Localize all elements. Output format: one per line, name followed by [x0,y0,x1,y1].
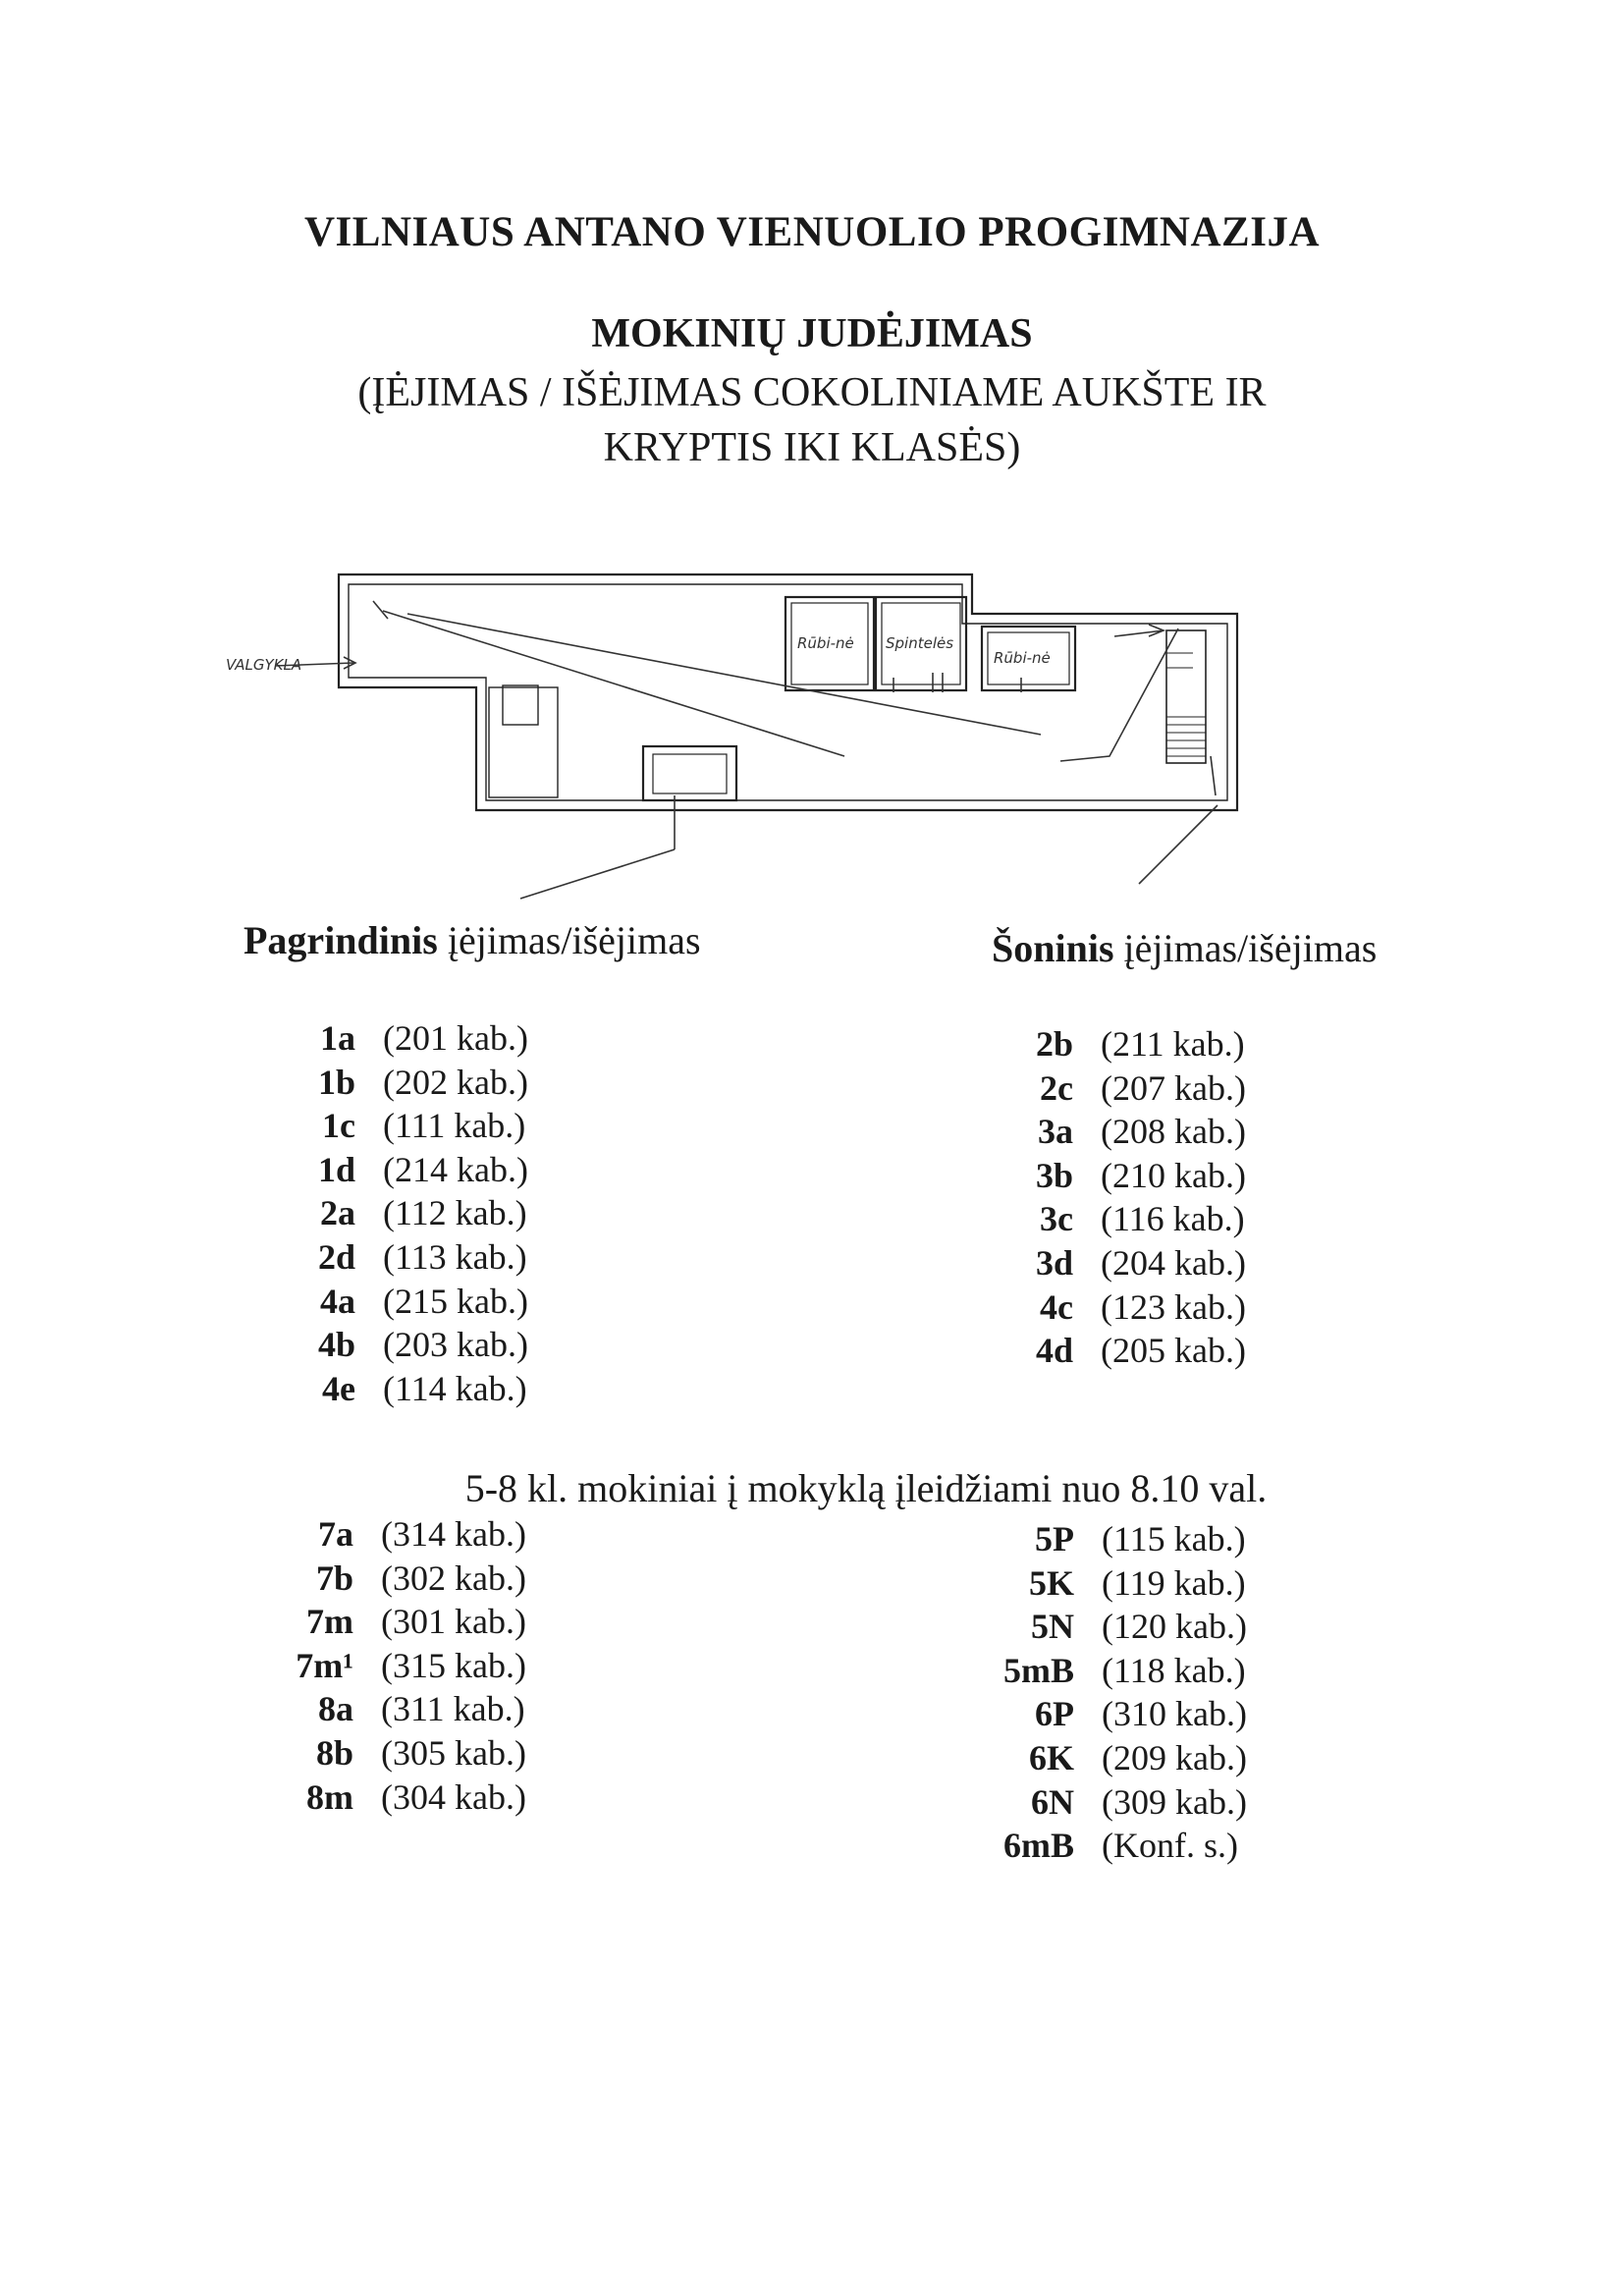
room-number: (314 kab.) [381,1514,526,1554]
class-room-row [277,1600,526,1644]
class-code: 6P [1035,1694,1074,1734]
floor-plan [226,560,1267,943]
class-code: 4e [322,1368,355,1408]
class-room-row [295,1367,528,1411]
room-number: (304 kab.) [381,1777,526,1817]
class-code: 7b [315,1558,353,1598]
room-number: (311 kab.) [381,1689,525,1729]
room-label-middle: Spintelės [886,634,954,652]
class-room-row [982,1692,1247,1736]
upper-grades-notice: 5-8 kl. mokiniai į mokyklą įleidžiami nuo 8.10 val. [464,1466,1268,1510]
subtitle-line-2: KRYPTIS IKI KLASĖS) [603,425,1021,470]
room-number: (310 kab.) [1102,1694,1247,1734]
class-code: 3c [1040,1199,1073,1239]
room-number: (119 kab.) [1102,1562,1246,1603]
class-code: 1b [317,1062,355,1102]
class-code: 3d [1035,1242,1073,1283]
class-room-row [295,1016,528,1061]
room-label-left: Rūbi-nė [797,634,854,652]
class-code: 3a [1038,1112,1073,1152]
upper-left-class-list [277,1512,526,1819]
class-code: 7a [318,1514,353,1554]
room-number: (302 kab.) [381,1558,526,1598]
side-entrance-text: įėjimas/išėjimas [1123,926,1378,970]
room-number: (112 kab.) [383,1193,527,1233]
class-room-row [982,1561,1247,1606]
class-room-row [1000,1154,1246,1198]
building-outline [339,574,1237,810]
class-room-row [1000,1241,1246,1285]
room-number: (301 kab.) [381,1602,526,1642]
class-code: 4d [1035,1331,1073,1371]
room-number: (215 kab.) [383,1281,528,1321]
class-code: 4c [1040,1286,1073,1327]
side-entrance-class-list [1000,1022,1246,1373]
building-inner-outline [349,584,1227,800]
class-code: 2a [320,1193,355,1233]
class-room-row [1000,1329,1246,1373]
class-code: 5K [1028,1562,1074,1603]
class-room-row [277,1731,526,1776]
room-number: (204 kab.) [1101,1242,1246,1283]
document-title: MOKINIŲ JUDĖJIMAS [591,311,1033,356]
class-room-row [982,1736,1247,1780]
class-code: 1d [317,1149,355,1189]
route-arrow-side [1060,629,1178,761]
class-room-row [277,1557,526,1601]
room-number: (207 kab.) [1101,1067,1246,1108]
class-code: 5P [1035,1519,1074,1558]
room-number: (115 kab.) [1102,1519,1246,1558]
room-number: (202 kab.) [383,1062,528,1102]
room-number: (315 kab.) [381,1645,526,1685]
class-code: 1c [322,1106,355,1146]
room-number: (118 kab.) [1102,1650,1246,1690]
main-entrance-class-list [295,1016,528,1410]
class-room-row [277,1644,526,1688]
class-code: 2c [1040,1067,1073,1108]
class-room-row [982,1824,1247,1868]
class-code: 8a [318,1689,353,1729]
class-room-row [1000,1022,1246,1066]
side-exit-leader [1139,805,1218,884]
room-label-right: Rūbi-nė [994,649,1051,667]
class-room-row [295,1148,528,1192]
school-title: VILNIAUS ANTANO VIENUOLIO PROGIMNAZIJA [303,209,1320,255]
class-room-row [295,1061,528,1105]
class-room-row [1000,1197,1246,1241]
room-number: (305 kab.) [381,1732,526,1773]
room-number: (111 kab.) [383,1106,526,1146]
document-subtitle [0,365,1624,475]
class-code: 4b [317,1325,355,1365]
canteen-label-text: VALGYKLA [226,656,302,674]
room-number: (214 kab.) [383,1149,528,1189]
room-number: (113 kab.) [383,1236,527,1277]
class-room-row [982,1649,1247,1693]
room-number: (211 kab.) [1101,1024,1245,1064]
class-code: 1a [320,1018,355,1058]
canteen-label [226,656,301,674]
class-code: 6N [1031,1781,1074,1822]
side-entrance-heading [992,925,1377,971]
class-code: 5mB [1003,1650,1074,1690]
class-room-row [277,1776,526,1820]
room-number: (210 kab.) [1101,1155,1246,1195]
class-code: 7m [306,1602,353,1642]
class-code: 2d [317,1236,355,1277]
class-code: 5N [1031,1607,1074,1647]
room-number: (209 kab.) [1102,1737,1247,1777]
class-code: 3b [1035,1155,1073,1195]
main-entrance-heading [244,917,701,963]
subtitle-line-1: (ĮĖJIMAS / IŠĖJIMAS COKOLINIAME AUKŠTE IR [357,370,1267,415]
class-code: 6mB [1003,1826,1074,1866]
room-number: (114 kab.) [383,1368,527,1408]
room-number: (116 kab.) [1101,1199,1245,1239]
room-number: (123 kab.) [1101,1286,1246,1327]
room-number: (201 kab.) [383,1018,528,1058]
staircase [1166,630,1206,763]
class-room-row [982,1605,1247,1649]
class-room-row [982,1780,1247,1825]
class-code: 7m¹ [296,1645,353,1685]
class-room-row [1000,1110,1246,1154]
room-number: (203 kab.) [383,1325,528,1365]
class-room-row [277,1512,526,1557]
upper-right-class-list [982,1517,1247,1868]
class-room-row [295,1280,528,1324]
room-number: (120 kab.) [1102,1607,1247,1647]
class-code: 6K [1028,1737,1074,1777]
class-code: 8b [315,1732,353,1773]
class-room-row [295,1104,528,1148]
side-entrance-bold: Šoninis [992,926,1114,970]
main-entrance-bold: Pagrindinis [244,918,438,962]
room-number: (Konf. s.) [1102,1826,1238,1866]
main-entrance-text: įėjimas/išėjimas [447,918,701,962]
class-code: 2b [1035,1024,1073,1064]
class-room-row [277,1687,526,1731]
class-room-row [295,1191,528,1235]
class-code: 4a [320,1281,355,1321]
room-number: (309 kab.) [1102,1781,1247,1822]
class-room-row [1000,1066,1246,1111]
room-number: (205 kab.) [1101,1331,1246,1371]
main-exit-leader [520,849,675,899]
class-code: 8m [306,1777,353,1817]
side-exit-line [1211,756,1216,795]
class-room-row [982,1517,1247,1561]
class-room-row [295,1323,528,1367]
class-room-row [295,1235,528,1280]
room-number: (208 kab.) [1101,1112,1246,1152]
class-room-row [1000,1285,1246,1330]
small-room-lower-left [489,687,558,797]
